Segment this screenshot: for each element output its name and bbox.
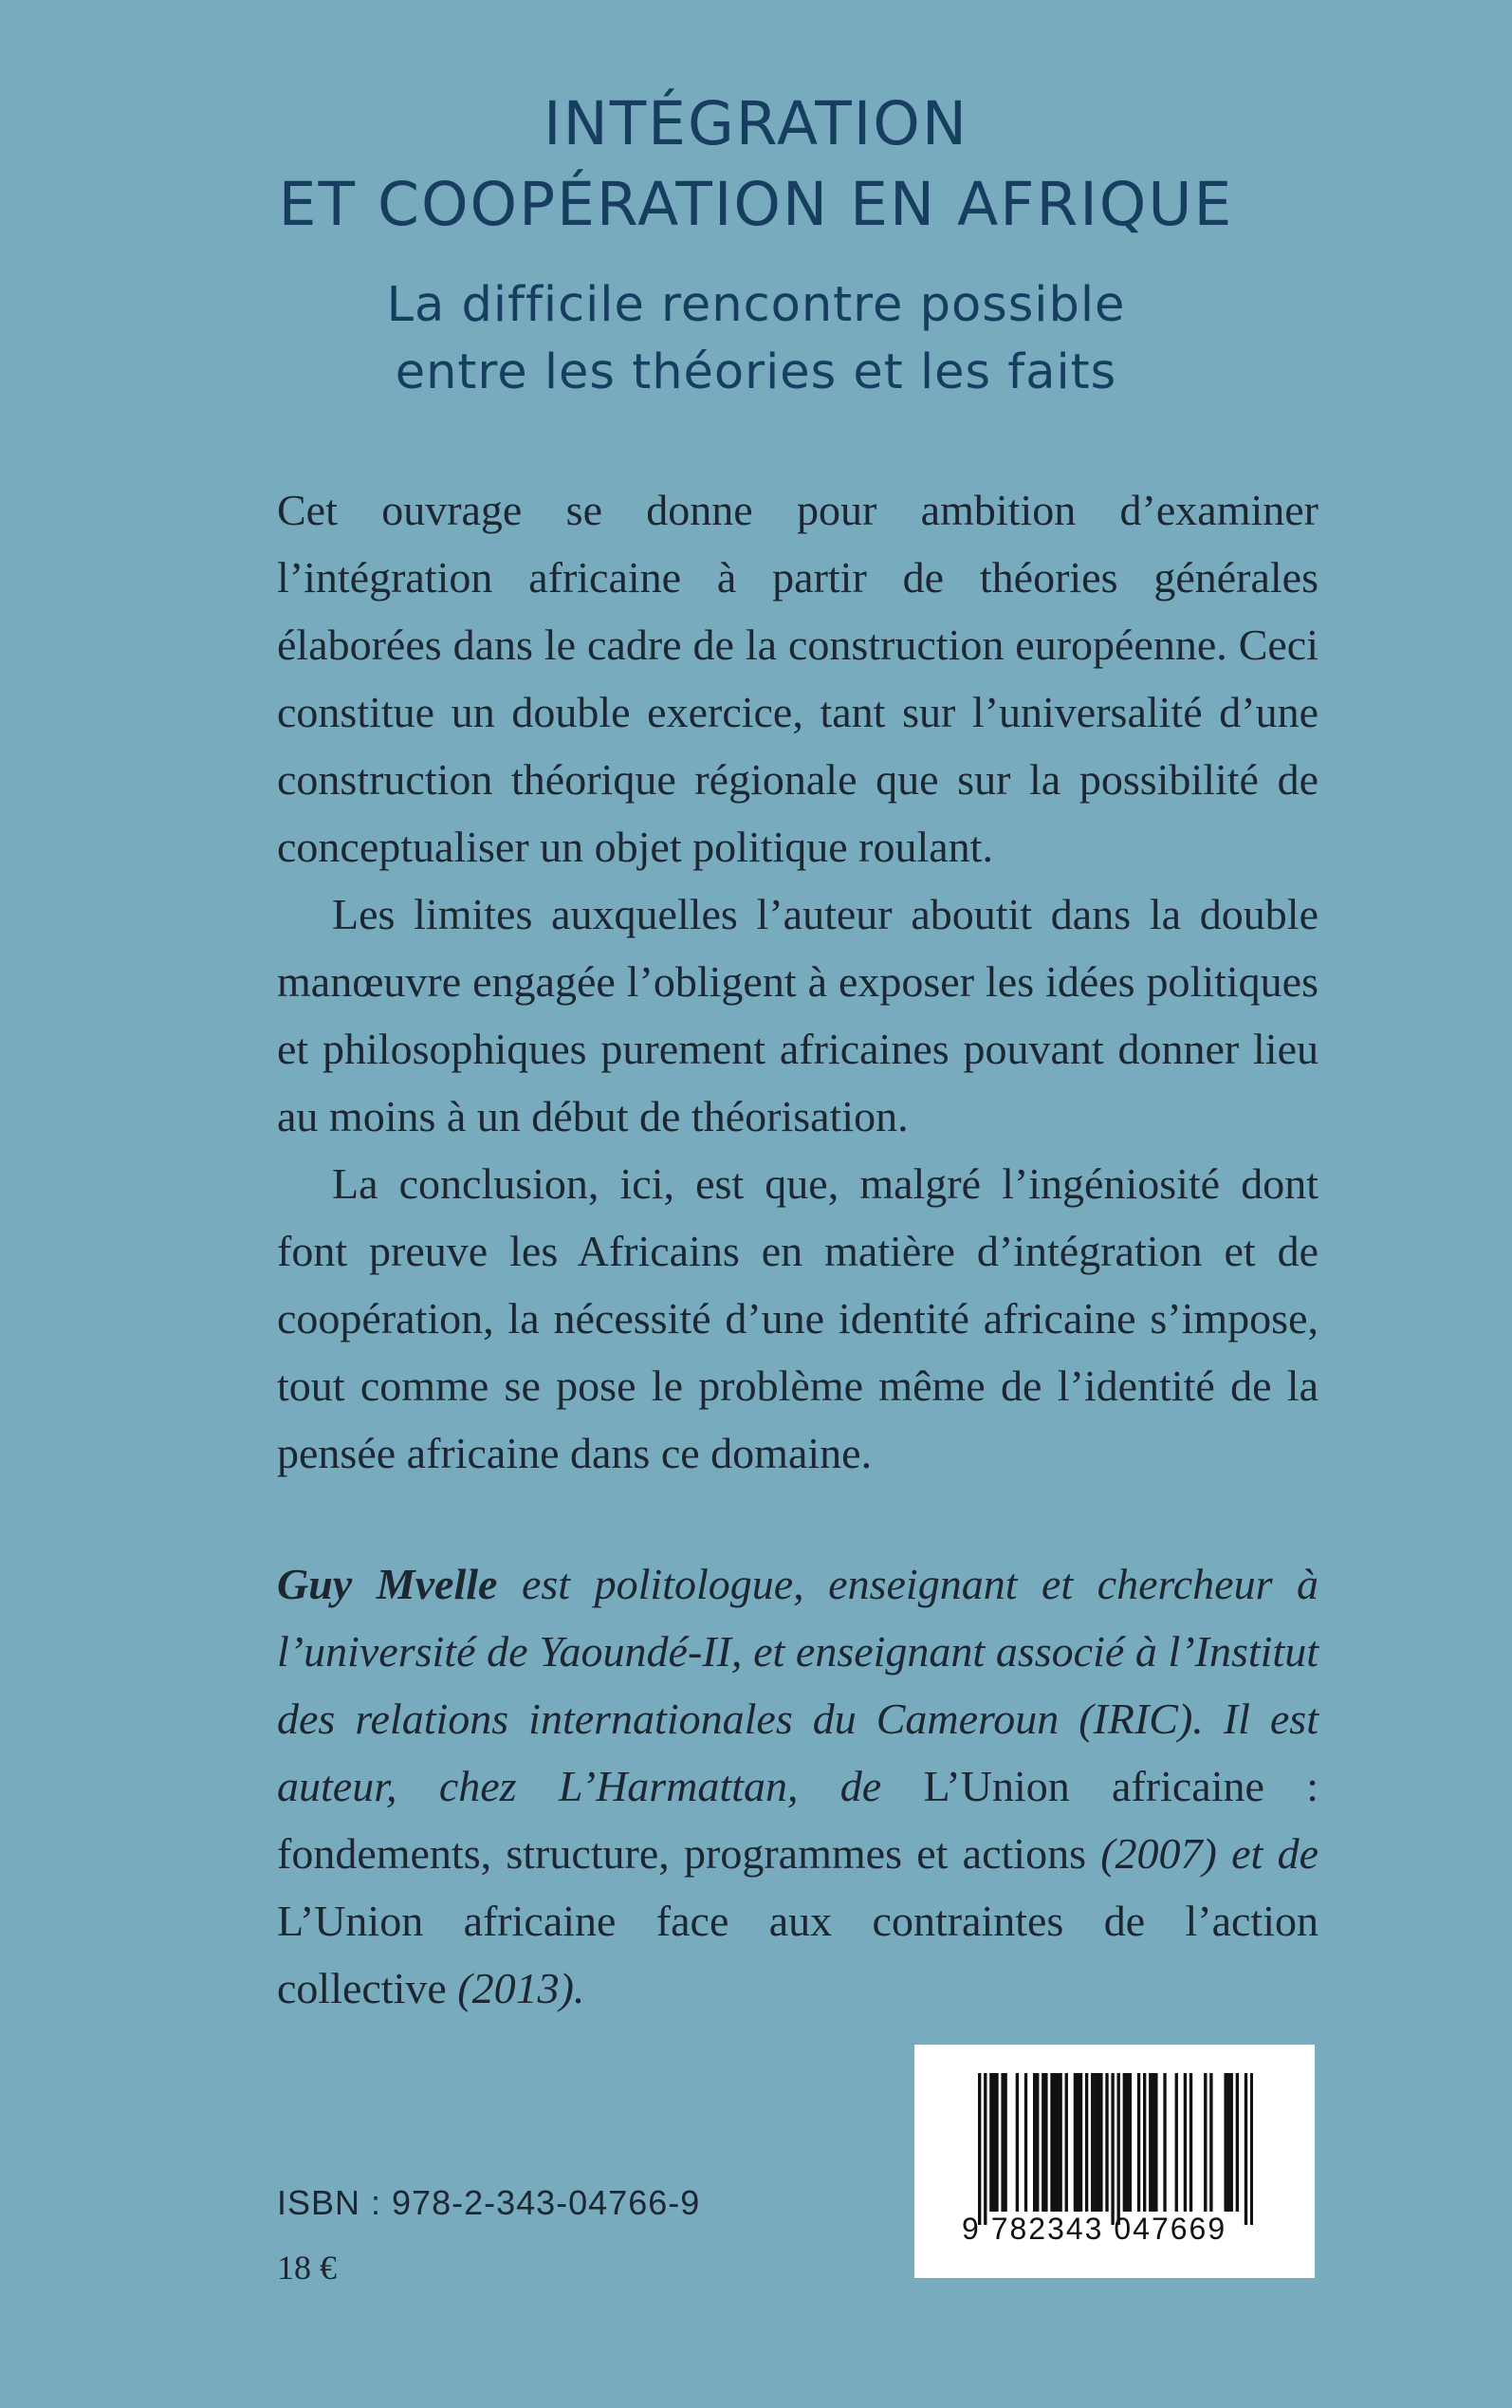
barcode-bar	[1042, 2073, 1044, 2212]
barcode-bar	[1230, 2073, 1233, 2212]
subtitle-line-2: entre les théories et les faits	[395, 344, 1117, 400]
title-line-1: INTÉGRATION	[543, 89, 969, 158]
barcode-bar	[1227, 2073, 1230, 2212]
barcode-bar	[1137, 2073, 1140, 2212]
barcode-bar	[1123, 2073, 1126, 2212]
book-subtitle	[0, 271, 1512, 406]
barcode-bar	[1079, 2073, 1082, 2212]
barcode-bar	[1126, 2073, 1129, 2212]
barcode-bar	[1053, 2073, 1056, 2212]
summary-text	[277, 476, 1318, 1487]
barcode-bar	[1152, 2073, 1154, 2212]
barcode-bar	[992, 2073, 995, 2212]
barcode-bar	[995, 2073, 998, 2212]
barcode-bar	[1149, 2073, 1152, 2212]
barcode-bar	[1117, 2073, 1120, 2225]
barcode-bar	[1056, 2073, 1059, 2212]
barcode-bar	[1209, 2073, 1212, 2212]
barcode-bar	[1154, 2073, 1157, 2212]
barcode-bar	[989, 2073, 992, 2212]
author-name: Guy Mvelle	[277, 1560, 498, 1608]
subtitle-line-1: La difficile rencontre possible	[386, 277, 1126, 333]
barcode-bar	[1074, 2073, 1077, 2212]
barcode-bar	[1036, 2073, 1039, 2212]
barcode-bar	[1004, 2073, 1006, 2212]
barcode-bar	[1099, 2073, 1102, 2212]
isbn-label: ISBN : 978-2-343-04766-9	[277, 2183, 701, 2222]
bio-year-2: (2013).	[446, 1964, 585, 2012]
bio-text-1: est politologue, enseignant et chercheur à l’université de Yaoundé-II, et enseignant associé à l’Institut des relations internationales du Cameroun (IRIC). Il est auteur, chez L’Harmattan, de	[277, 1560, 1318, 1810]
bio-book-2: L’Union africaine face aux contraintes de l’action collective	[277, 1897, 1318, 2012]
barcode-bar	[1065, 2073, 1068, 2212]
barcode-bars	[978, 2073, 1253, 2225]
bio-year-1: (2007)	[1085, 1829, 1217, 1878]
barcode-bar	[1001, 2073, 1004, 2212]
barcode-bar	[1044, 2073, 1047, 2212]
author-bio	[277, 1550, 1318, 2022]
barcode-bar	[1189, 2073, 1192, 2212]
barcode-bar	[1085, 2073, 1088, 2212]
barcode-bar	[1184, 2073, 1187, 2212]
bio-book-1: L’Union africaine : fondements, structure, programmes et actions	[277, 1762, 1319, 1878]
barcode-bar	[1016, 2073, 1019, 2212]
barcode-bar	[984, 2073, 986, 2225]
barcode	[914, 2045, 1315, 2278]
barcode-bar	[1050, 2073, 1053, 2212]
barcode-bar	[1163, 2073, 1166, 2212]
summary-paragraph-3: La conclusion, ici, est que, malgré l’ingéniosité dont font preuve les Africains en matière d’intégration et de coopération, la nécessité d’une identité africaine s’impose, tout comme se pose le problème même de l’identité de la pensée africaine dans ce domaine.	[277, 1159, 1318, 1477]
barcode-bar	[1105, 2073, 1108, 2212]
barcode-bar	[1224, 2073, 1226, 2212]
barcode-digits: 9 782343 047669	[962, 2212, 1227, 2246]
barcode-bar	[1111, 2073, 1114, 2225]
barcode-bar	[1024, 2073, 1027, 2212]
bio-connector: et de	[1216, 1829, 1318, 1878]
barcode-bar	[1250, 2073, 1253, 2225]
barcode-bar	[978, 2073, 981, 2225]
barcode-bar	[1143, 2073, 1146, 2212]
price-label: 18 €	[277, 2249, 337, 2287]
barcode-bar	[1059, 2073, 1061, 2212]
barcode-bar	[1033, 2073, 1036, 2212]
summary-paragraph-1: Cet ouvrage se donne pour ambition d’examiner l’intégration africaine à partir de théories générales élaborées dans le cadre de la construction européenne. Ceci constitue un double exercice, tant sur l’universalité d’une construction théorique régionale que sur la possibilité de conceptualiser un objet politique roulant.	[277, 486, 1318, 871]
summary-paragraph-2: Les limites auxquelles l’auteur aboutit dans la double manœuvre engagée l’obligent à exposer les idées politiques et philosophiques purement africaines pouvant donner lieu au moins à un début de théorisation.	[277, 890, 1318, 1140]
title-line-2: ET COOPÉRATION EN AFRIQUE	[278, 170, 1234, 239]
barcode-bar	[1129, 2073, 1132, 2212]
barcode-bar	[1204, 2073, 1207, 2212]
barcode-bar	[1236, 2073, 1239, 2212]
barcode-bar	[1245, 2073, 1247, 2225]
barcode-bar	[1077, 2073, 1079, 2212]
book-title	[0, 83, 1512, 245]
barcode-bar	[1094, 2073, 1097, 2212]
barcode-bar	[1175, 2073, 1178, 2212]
barcode-bar	[1091, 2073, 1094, 2212]
barcode-bar	[1097, 2073, 1099, 2212]
